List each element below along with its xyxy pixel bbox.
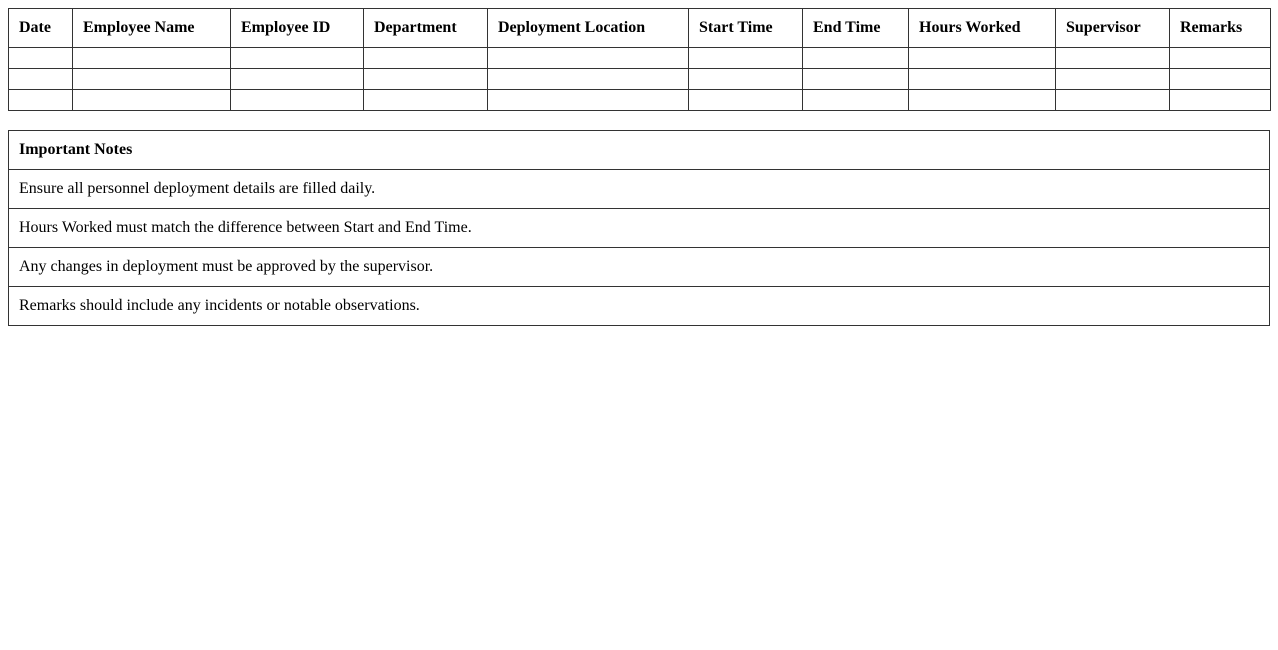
table-cell[interactable] — [231, 90, 364, 111]
note-row — [9, 170, 1270, 209]
table-cell[interactable] — [909, 90, 1056, 111]
table-cell[interactable] — [1170, 90, 1271, 111]
important-notes-table — [8, 130, 1270, 326]
table-cell[interactable] — [488, 48, 689, 69]
table-cell[interactable] — [1170, 48, 1271, 69]
table-cell[interactable] — [73, 69, 231, 90]
table-cell[interactable] — [689, 69, 803, 90]
column-header-employee-name: Employee Name — [73, 9, 231, 48]
note-text: Any changes in deployment must be approved by the supervisor. — [9, 248, 1270, 287]
deployment-table — [8, 8, 1271, 111]
column-header-date: Date — [9, 9, 73, 48]
table-cell[interactable] — [1056, 48, 1170, 69]
table-cell[interactable] — [488, 90, 689, 111]
table-cell[interactable] — [73, 90, 231, 111]
table-cell[interactable] — [803, 69, 909, 90]
table-cell[interactable] — [364, 48, 488, 69]
table-row — [9, 69, 1271, 90]
table-cell[interactable] — [1056, 90, 1170, 111]
table-row — [9, 48, 1271, 69]
notes-header-row — [9, 131, 1270, 170]
column-header-department: Department — [364, 9, 488, 48]
document-page — [8, 8, 1270, 326]
table-cell[interactable] — [9, 90, 73, 111]
note-row — [9, 209, 1270, 248]
table-cell[interactable] — [909, 69, 1056, 90]
table-cell[interactable] — [488, 69, 689, 90]
table-cell[interactable] — [73, 48, 231, 69]
column-header-start-time: Start Time — [689, 9, 803, 48]
table-cell[interactable] — [231, 69, 364, 90]
table-cell[interactable] — [9, 48, 73, 69]
column-header-end-time: End Time — [803, 9, 909, 48]
table-cell[interactable] — [803, 48, 909, 69]
table-header-row — [9, 9, 1271, 48]
table-cell[interactable] — [689, 48, 803, 69]
table-cell[interactable] — [364, 90, 488, 111]
note-text: Remarks should include any incidents or notable observations. — [9, 287, 1270, 326]
table-cell[interactable] — [9, 69, 73, 90]
table-cell[interactable] — [803, 90, 909, 111]
column-header-employee-id: Employee ID — [231, 9, 364, 48]
table-cell[interactable] — [1056, 69, 1170, 90]
table-cell[interactable] — [231, 48, 364, 69]
notes-title: Important Notes — [9, 131, 1270, 170]
note-text: Hours Worked must match the difference between Start and End Time. — [9, 209, 1270, 248]
note-row — [9, 248, 1270, 287]
table-cell[interactable] — [364, 69, 488, 90]
table-cell[interactable] — [689, 90, 803, 111]
column-header-hours-worked: Hours Worked — [909, 9, 1056, 48]
column-header-deployment-location: Deployment Location — [488, 9, 689, 48]
table-cell[interactable] — [1170, 69, 1271, 90]
note-text: Ensure all personnel deployment details are filled daily. — [9, 170, 1270, 209]
column-header-supervisor: Supervisor — [1056, 9, 1170, 48]
note-row — [9, 287, 1270, 326]
table-row — [9, 90, 1271, 111]
table-cell[interactable] — [909, 48, 1056, 69]
column-header-remarks: Remarks — [1170, 9, 1271, 48]
